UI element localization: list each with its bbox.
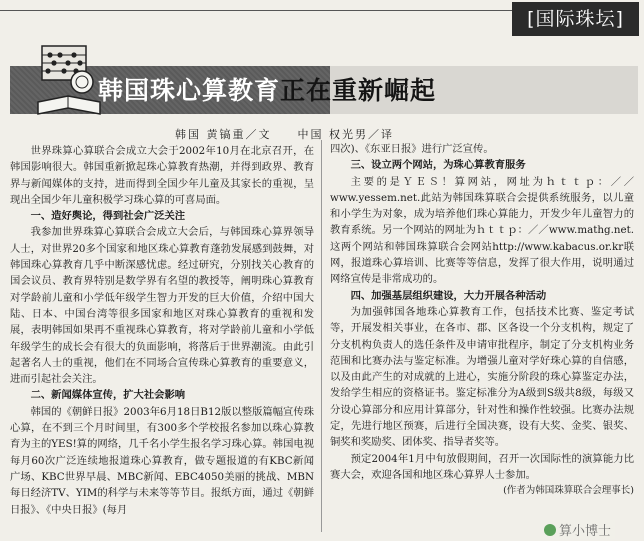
paragraph: 四次)、《东亚日报》进行广泛宣传。 bbox=[330, 143, 494, 155]
wechat-logo-icon bbox=[544, 524, 556, 536]
top-rule bbox=[0, 10, 515, 11]
watermark-text: 算小博士 bbox=[559, 524, 612, 539]
headline-part-2: 正在重新崛起 bbox=[280, 76, 437, 105]
section-heading: 三、设立两个网站，为珠心算教育服务 bbox=[350, 159, 526, 172]
headline bbox=[98, 70, 436, 112]
paragraph: 主要的是ＹＥＳ！算网站，网址为ｈｔｔｐ：／／www.yessem.net.此站为韩国珠算联合会提供系统服务，以儿童和小学生为对象，成为培养他们珠心算能力，开发少年儿童智力的教育系统。另一个网站的网址为ｈｔｔｐ：／／www.mathg.net.这两个网站和韩国珠算联合会网站http://www.kabacus.or.kr联网，报道珠心算培训、比赛等等信息，发挥了很大作用，说明通过网络宣传是非常成功的。 bbox=[330, 175, 634, 286]
section-tag: [国际珠坛] bbox=[512, 2, 639, 36]
author-note: (作者为韩国珠算联合会理事长) bbox=[503, 485, 634, 497]
section-heading: 一、造好舆论，得到社会广泛关注 bbox=[30, 210, 186, 223]
left-column bbox=[10, 143, 314, 518]
section-heading: 二、新闻媒体宣传，扩大社会影响 bbox=[30, 389, 186, 402]
byline: 韩国 黄镐重／文 中国 权光男／译 bbox=[175, 128, 394, 141]
paragraph: 世界珠算心算联合会成立大会于2002年10月在北京召开，在韩国影响很大。韩国重新掀起珠心算教育热潮，并得到政界、教育界与新闻媒体的支持，进而得到全国少年儿童及其家长的重视，呈现出全国少年儿童积极学习珠心算的可喜局面。 bbox=[10, 145, 314, 206]
paragraph: 我参加世界珠算心算联合会成立大会后，与韩国珠心算界领导人士，对世界20多个国家和地区珠心算教育蓬勃发展感到鼓舞，对韩国珠心算教育几乎中断深感忧虑。经过研究，分别找关心教育的国会议员、教育界特别是数学界有名望的教授等，阐明珠心算教育对学龄前儿童和小学低年级学生智力开发的巨大价值，介绍中国大陆、日本、中国台湾等很多国家和地区对珠心算教育的重视和发展，表明韩国如果再不重视珠心算教育，将对学龄前儿童和小学低年级学生的成长会有很大的负面影响，将落后于世界潮流。由此引起著名人士的重视，他们在不同场合宣传珠心算教育的重要意义，进而引起社会关注。 bbox=[10, 226, 314, 386]
watermark bbox=[540, 520, 615, 539]
paragraph: 韩国的《朝鲜日报》2003年6月18日B12版以整版篇幅宣传珠心算，在不到三个月时间里，有300多个学校报名参加以珠心算教育为主的YES!算的网络，几千名小学生报名学习珠心算。韩国电视每月60次广泛连续地报道珠心算教育，做专题报道的有KBC新闻广场、KBC世界早晨、MBC新闻、EBC4050美丽的挑战、MBN每日经济TV、YIM的科学与未来等等节目。报纸方面，通过《朝鲜日报》、《中央日报》(每月 bbox=[10, 405, 314, 516]
section-heading: 四、加强基层组织建设，大力开展各种活动 bbox=[350, 289, 547, 302]
paragraph: 为加强韩国各地珠心算教育工作，包括技术比赛、鉴定考试等，开展发相关事业，在各市、郡、区各设一个分支机构，规定了分支机构负责人的选任条件及申请审批程序，制定了分支机构业务范围和比赛办法与鉴定标准。为增强儿童对学好珠心算的自信感，以及由此产生的对成就的上进心，实施分阶段的珠心算鉴定办法，发给学生相应的资格证书。鉴定标准分为A级到S级共8级，每级又分设心算部分和应用计算部分，针对性和操作性较强。比赛办法规定，先进行地区预赛，后进行全国决赛，设有大奖、金奖、银奖、铜奖和奖励奖、团体奖、指导者奖等。 bbox=[330, 305, 634, 449]
right-column bbox=[330, 141, 634, 500]
column-divider bbox=[321, 140, 322, 532]
abacus-book-illustration-icon bbox=[34, 40, 106, 120]
headline-part-1: 韩国珠心算教育 bbox=[98, 76, 281, 105]
paragraph: 预定2004年1月中旬放假期间，召开一次国际性的演算能力比赛大会，欢迎各国和地区珠心算界人士参加。 bbox=[330, 452, 634, 481]
